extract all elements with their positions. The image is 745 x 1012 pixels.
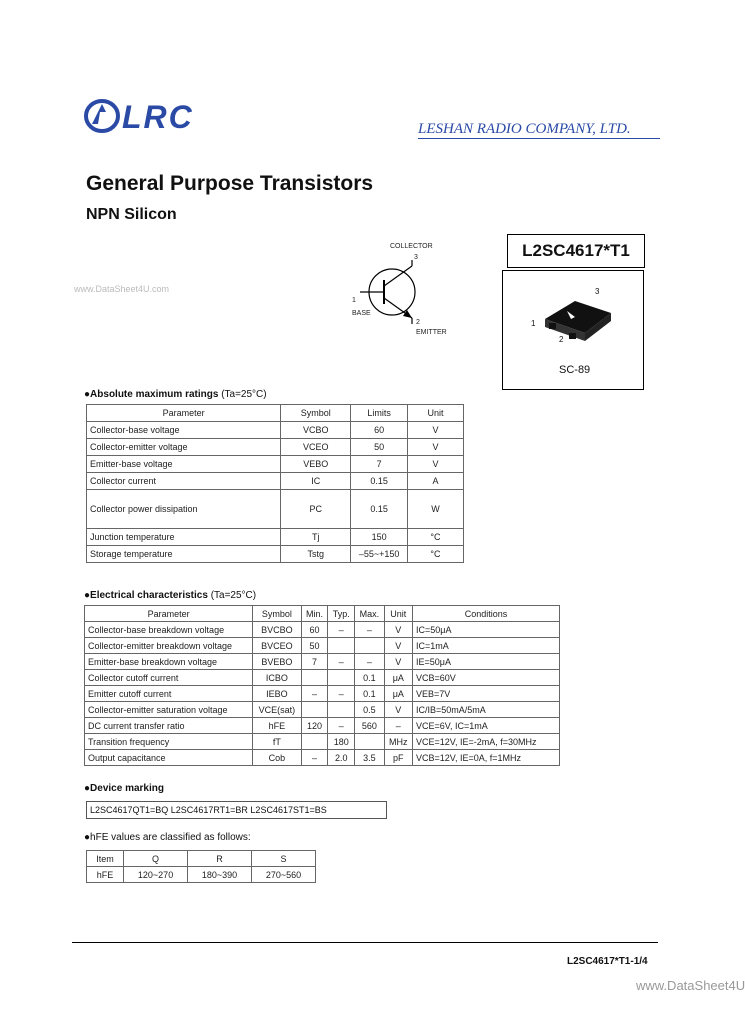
table-header-row bbox=[87, 405, 464, 422]
watermark-top: www.DataSheet4U.com bbox=[74, 284, 170, 294]
table-header: Min. bbox=[301, 606, 328, 622]
table-cell: VCB=12V, IE=0A, f=1MHz bbox=[413, 750, 560, 766]
table-cell: 180~390 bbox=[188, 867, 252, 883]
table-header: Q bbox=[124, 851, 188, 867]
table-header: Limits bbox=[351, 405, 408, 422]
page-subtitle: NPN Silicon bbox=[86, 206, 177, 223]
table-cell: IC=1mA bbox=[413, 638, 560, 654]
elec-table bbox=[84, 605, 560, 766]
footer-divider bbox=[72, 942, 658, 943]
table-cell: VCE=12V, IE=-2mA, f=30MHz bbox=[413, 734, 560, 750]
table-row bbox=[85, 670, 560, 686]
hfe-heading-text: hFE values are classified as follows: bbox=[90, 832, 251, 843]
table-cell: 0.15 bbox=[351, 473, 408, 490]
table-cell: 50 bbox=[301, 638, 328, 654]
table-cell: 60 bbox=[351, 422, 408, 439]
table-cell bbox=[301, 734, 328, 750]
npn-transistor-icon bbox=[340, 240, 480, 350]
table-header: Unit bbox=[407, 405, 463, 422]
table-cell: Tj bbox=[281, 529, 351, 546]
table-cell: BVEBO bbox=[253, 654, 301, 670]
elec-heading: ●Electrical characteristics (Ta=25°C) bbox=[84, 590, 257, 601]
table-cell: V bbox=[384, 622, 412, 638]
table-cell: 120~270 bbox=[124, 867, 188, 883]
table-cell: Collector-emitter voltage bbox=[87, 439, 281, 456]
table-row bbox=[87, 546, 464, 563]
table-cell: VCEO bbox=[281, 439, 351, 456]
page-title: General Purpose Transistors bbox=[86, 172, 374, 195]
table-cell: hFE bbox=[87, 867, 124, 883]
table-header-row bbox=[87, 851, 316, 867]
table-row bbox=[87, 422, 464, 439]
package-name: SC-89 bbox=[559, 364, 591, 376]
collector-pin-number: 3 bbox=[414, 254, 418, 261]
table-cell: 2.0 bbox=[328, 750, 355, 766]
table-header: Conditions bbox=[413, 606, 560, 622]
table-cell: PC bbox=[281, 490, 351, 529]
table-cell: BVCEO bbox=[253, 638, 301, 654]
table-header: R bbox=[188, 851, 252, 867]
transistor-schematic bbox=[340, 240, 480, 350]
abs-max-table bbox=[86, 404, 464, 563]
part-number-box: L2SC4617*T1 bbox=[507, 234, 645, 268]
table-header: Max. bbox=[355, 606, 385, 622]
table-row bbox=[85, 718, 560, 734]
table-cell: 120 bbox=[301, 718, 328, 734]
table-header-row bbox=[85, 606, 560, 622]
table-cell: DC current transfer ratio bbox=[85, 718, 253, 734]
table-cell: Transition frequency bbox=[85, 734, 253, 750]
table-cell: 50 bbox=[351, 439, 408, 456]
table-cell: IC=50μA bbox=[413, 622, 560, 638]
table-cell: Collector power dissipation bbox=[87, 490, 281, 529]
table-cell bbox=[355, 734, 385, 750]
table-cell: VEB=7V bbox=[413, 686, 560, 702]
page-identifier: L2SC4617*T1-1/4 bbox=[567, 956, 648, 967]
emitter-label: EMITTER bbox=[416, 329, 447, 336]
emitter-pin-number: 2 bbox=[416, 319, 420, 326]
table-header: Item bbox=[87, 851, 124, 867]
table-cell: A bbox=[407, 473, 463, 490]
table-cell: 0.1 bbox=[355, 686, 385, 702]
company-name: LESHAN RADIO COMPANY, LTD. bbox=[418, 121, 631, 137]
table-cell: Output capacitance bbox=[85, 750, 253, 766]
marking-heading-text: Device marking bbox=[90, 783, 164, 794]
table-cell: V bbox=[384, 702, 412, 718]
table-header: S bbox=[252, 851, 316, 867]
table-cell: 60 bbox=[301, 622, 328, 638]
table-cell: fT bbox=[253, 734, 301, 750]
table-cell: μA bbox=[384, 686, 412, 702]
table-cell: – bbox=[301, 750, 328, 766]
table-row bbox=[85, 702, 560, 718]
table-cell: 0.1 bbox=[355, 670, 385, 686]
table-cell: 3.5 bbox=[355, 750, 385, 766]
table-cell: 0.5 bbox=[355, 702, 385, 718]
table-cell: – bbox=[328, 686, 355, 702]
table-header: Unit bbox=[384, 606, 412, 622]
package-pin1: 1 bbox=[531, 319, 536, 328]
table-cell: °C bbox=[407, 546, 463, 563]
abs-max-heading: ●Absolute maximum ratings (Ta=25°C) bbox=[84, 389, 267, 400]
table-cell: Collector-base breakdown voltage bbox=[85, 622, 253, 638]
table-cell: VEBO bbox=[281, 456, 351, 473]
table-cell: Emitter-base voltage bbox=[87, 456, 281, 473]
table-cell: 270~560 bbox=[252, 867, 316, 883]
table-cell: °C bbox=[407, 529, 463, 546]
table-cell bbox=[355, 638, 385, 654]
table-cell: V bbox=[384, 654, 412, 670]
table-cell: 150 bbox=[351, 529, 408, 546]
table-cell bbox=[328, 670, 355, 686]
package-pin3: 3 bbox=[595, 287, 600, 296]
base-pin-number: 1 bbox=[352, 297, 356, 304]
table-cell: Cob bbox=[253, 750, 301, 766]
table-cell: 560 bbox=[355, 718, 385, 734]
table-cell: BVCBO bbox=[253, 622, 301, 638]
table-cell: 7 bbox=[301, 654, 328, 670]
table-cell: VCE(sat) bbox=[253, 702, 301, 718]
table-cell: hFE bbox=[253, 718, 301, 734]
collector-label: COLLECTOR bbox=[390, 243, 433, 250]
table-cell: VCBO bbox=[281, 422, 351, 439]
table-cell bbox=[301, 670, 328, 686]
sc89-package-icon bbox=[523, 283, 633, 353]
table-cell: IC/IB=50mA/5mA bbox=[413, 702, 560, 718]
table-cell: 0.15 bbox=[351, 490, 408, 529]
table-row bbox=[87, 439, 464, 456]
table-row bbox=[87, 456, 464, 473]
table-cell: – bbox=[328, 622, 355, 638]
table-cell: VCB=60V bbox=[413, 670, 560, 686]
table-row bbox=[85, 734, 560, 750]
table-cell: V bbox=[407, 422, 463, 439]
table-row bbox=[87, 490, 464, 529]
table-cell: – bbox=[328, 718, 355, 734]
table-cell: –55~+150 bbox=[351, 546, 408, 563]
table-cell: IC bbox=[281, 473, 351, 490]
table-cell: MHz bbox=[384, 734, 412, 750]
table-cell bbox=[328, 638, 355, 654]
table-cell: Junction temperature bbox=[87, 529, 281, 546]
table-row bbox=[87, 473, 464, 490]
table-cell bbox=[301, 702, 328, 718]
table-cell: ICBO bbox=[253, 670, 301, 686]
table-cell: W bbox=[407, 490, 463, 529]
table-header: Parameter bbox=[87, 405, 281, 422]
table-cell: – bbox=[301, 686, 328, 702]
table-cell: – bbox=[328, 654, 355, 670]
table-cell: IEBO bbox=[253, 686, 301, 702]
elec-heading-text: Electrical characteristics bbox=[90, 590, 208, 601]
table-cell: – bbox=[384, 718, 412, 734]
table-header: Parameter bbox=[85, 606, 253, 622]
table-cell: μA bbox=[384, 670, 412, 686]
elec-condition: (Ta=25°C) bbox=[210, 590, 257, 601]
table-row bbox=[85, 750, 560, 766]
marking-heading: ●Device marking bbox=[84, 783, 164, 794]
table-cell: 180 bbox=[328, 734, 355, 750]
table-cell: Emitter-base breakdown voltage bbox=[85, 654, 253, 670]
table-cell: IE=50μA bbox=[413, 654, 560, 670]
hfe-heading: ●hFE values are classified as follows: bbox=[84, 832, 251, 843]
table-cell: V bbox=[407, 439, 463, 456]
table-cell: Collector cutoff current bbox=[85, 670, 253, 686]
table-cell: – bbox=[355, 622, 385, 638]
hfe-table bbox=[86, 850, 316, 883]
base-label: BASE bbox=[352, 310, 371, 317]
marking-box: L2SC4617QT1=BQ L2SC4617RT1=BR L2SC4617ST1=BS bbox=[86, 801, 387, 819]
table-cell: 7 bbox=[351, 456, 408, 473]
table-cell bbox=[328, 702, 355, 718]
table-row bbox=[87, 867, 316, 883]
table-cell: Collector-emitter breakdown voltage bbox=[85, 638, 253, 654]
table-row bbox=[85, 638, 560, 654]
company-underline bbox=[418, 138, 660, 139]
table-header: Symbol bbox=[281, 405, 351, 422]
table-cell: Storage temperature bbox=[87, 546, 281, 563]
table-cell: Collector-base voltage bbox=[87, 422, 281, 439]
table-row bbox=[85, 654, 560, 670]
watermark-bottom: www.DataSheet4U bbox=[636, 978, 745, 993]
table-row bbox=[85, 622, 560, 638]
table-cell: Collector current bbox=[87, 473, 281, 490]
abs-max-heading-text: Absolute maximum ratings bbox=[90, 389, 219, 400]
table-cell: Emitter cutoff current bbox=[85, 686, 253, 702]
abs-max-condition: (Ta=25°C) bbox=[221, 389, 267, 400]
table-cell: VCE=6V, IC=1mA bbox=[413, 718, 560, 734]
table-header: Symbol bbox=[253, 606, 301, 622]
table-row bbox=[85, 686, 560, 702]
table-cell: Tstg bbox=[281, 546, 351, 563]
table-header: Typ. bbox=[328, 606, 355, 622]
table-cell: pF bbox=[384, 750, 412, 766]
table-row bbox=[87, 529, 464, 546]
table-cell: V bbox=[407, 456, 463, 473]
table-cell: – bbox=[355, 654, 385, 670]
table-cell: Collector-emitter saturation voltage bbox=[85, 702, 253, 718]
logo-text: LRC bbox=[122, 99, 194, 135]
package-pin2: 2 bbox=[559, 335, 564, 344]
table-cell: V bbox=[384, 638, 412, 654]
